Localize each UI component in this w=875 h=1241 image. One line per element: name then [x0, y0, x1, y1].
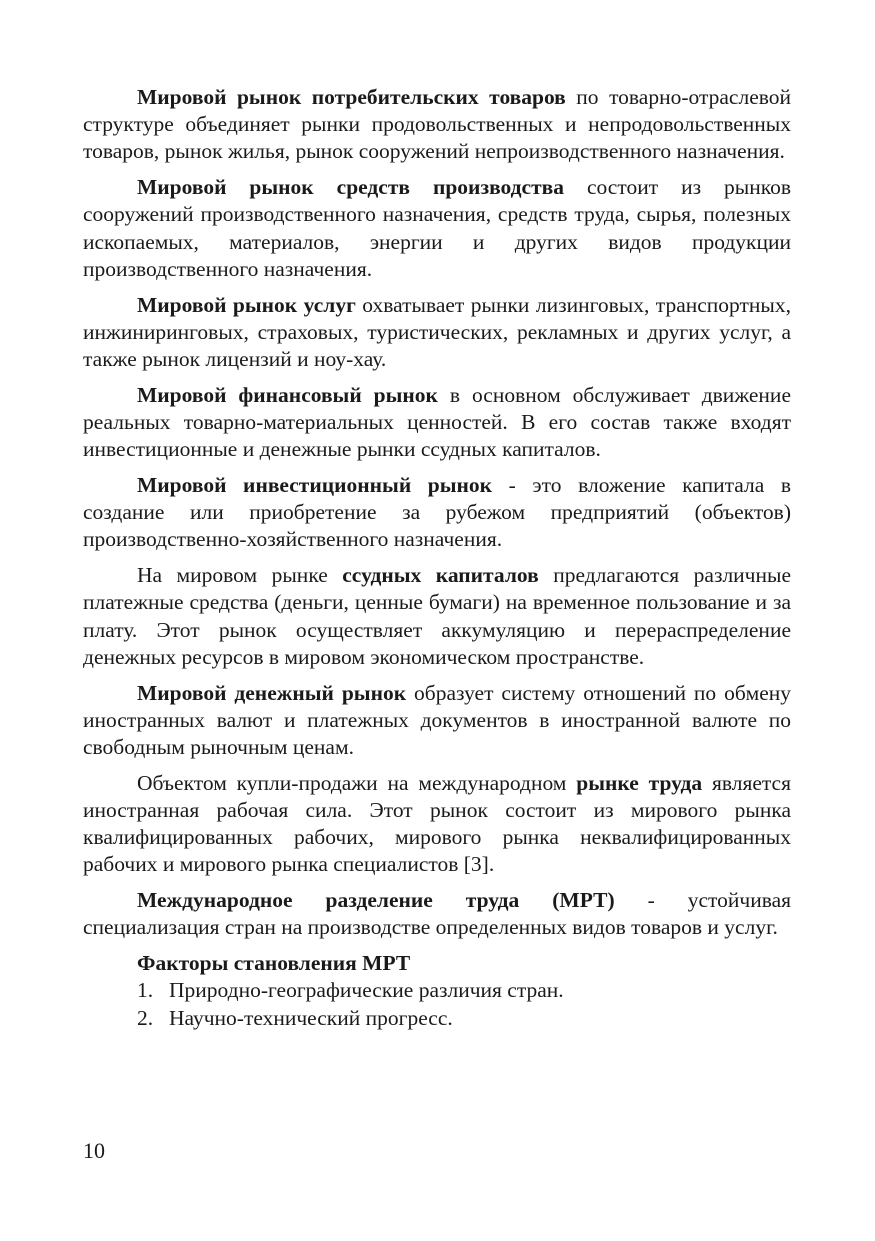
page-number: 10	[83, 1138, 105, 1163]
paragraph-money-market	[83, 680, 791, 762]
paragraph-means-of-production-market	[83, 174, 791, 283]
paragraph-text-lead: На мировом рынке	[137, 563, 343, 588]
term-bold: ссудных капиталов	[342, 563, 539, 588]
term-bold: Международное разделение труда (МРТ)	[137, 888, 615, 913]
term-bold: рынке труда	[576, 770, 703, 795]
term-bold: Мировой рынок потребительских товаров	[137, 85, 566, 109]
paragraph-text: состоит из рынков сооружений производственного назначения, средств труда, сырья, полезных ископаемых, материалов, энергии и других видов продукции производственного назначения.	[83, 175, 791, 281]
paragraph-text-lead: Объектом купли-продажи на международном	[137, 770, 577, 795]
term-bold: Мировой рынок услуг	[137, 292, 356, 317]
paragraph-services-market	[83, 292, 791, 374]
term-bold: Мировой рынок средств производства	[137, 175, 565, 200]
paragraph-text: - это вложение капитала в создание или приобретение за рубежом предприятий (объектов) производственно-хозяйственного назначения.	[83, 473, 791, 552]
list-item-number: 2.	[137, 1005, 154, 1030]
list-item	[83, 977, 791, 1004]
term-bold: Мировой финансовый рынок	[137, 382, 438, 407]
factors-list	[83, 977, 791, 1031]
paragraph-financial-market	[83, 382, 791, 464]
term-bold: Мировой инвестиционный рынок	[137, 473, 493, 498]
document-page	[83, 84, 791, 1032]
paragraph-text: образует систему отношений по обмену иностранных валют и платежных документов в иностранной валюте по свободным рыночным ценам.	[83, 680, 791, 760]
paragraph-text: является иностранная рабочая сила. Этот рынок состоит из мирового рынка квалифицированных рабочих, мирового рынка неквалифицированных рабочих и мирового рынка специалистов [3].	[83, 770, 791, 877]
paragraph-text: по товарно-отраслевой структуре объединяет рынки продовольственных и непродовольственных товаров, рынок жилья, рынок сооружений непроизводственного назначения.	[83, 85, 791, 164]
paragraph-text: - устойчивая специализация стран на производстве определенных видов товаров и услуг.	[83, 888, 791, 940]
paragraph-text: в основном обслуживает движение реальных товарно-материальных ценностей. В его состав также входят инвестиционные и денежные рынки ссудных капиталов.	[83, 382, 791, 462]
term-bold: Мировой денежный рынок	[137, 680, 407, 705]
paragraph-investment-market	[83, 472, 791, 554]
list-item-text: Научно-технический прогресс.	[169, 1005, 453, 1030]
factors-heading: Факторы становления МРТ	[137, 951, 411, 976]
paragraph-loan-capital-market	[83, 562, 791, 671]
list-item	[83, 1005, 791, 1032]
paragraph-consumer-goods-market	[83, 84, 791, 166]
paragraph-international-division-of-labour	[83, 887, 791, 941]
paragraph-text: охватывает рынки лизинговых, транспортных, инжиниринговых, страховых, туристических, рекламных и других услуг, а также рынок лицензий и ноу-хау.	[83, 292, 791, 372]
paragraph-labour-market	[83, 770, 791, 879]
list-item-number: 1.	[137, 978, 154, 1003]
list-item-text: Природно-географические различия стран.	[169, 978, 564, 1003]
paragraph-text: предлагаются различные платежные средства (деньги, ценные бумаги) на временное пользование и за плату. Этот рынок осуществляет аккумуляцию и перераспределение денежных ресурсов в мировом экономическом пространстве.	[83, 563, 791, 669]
